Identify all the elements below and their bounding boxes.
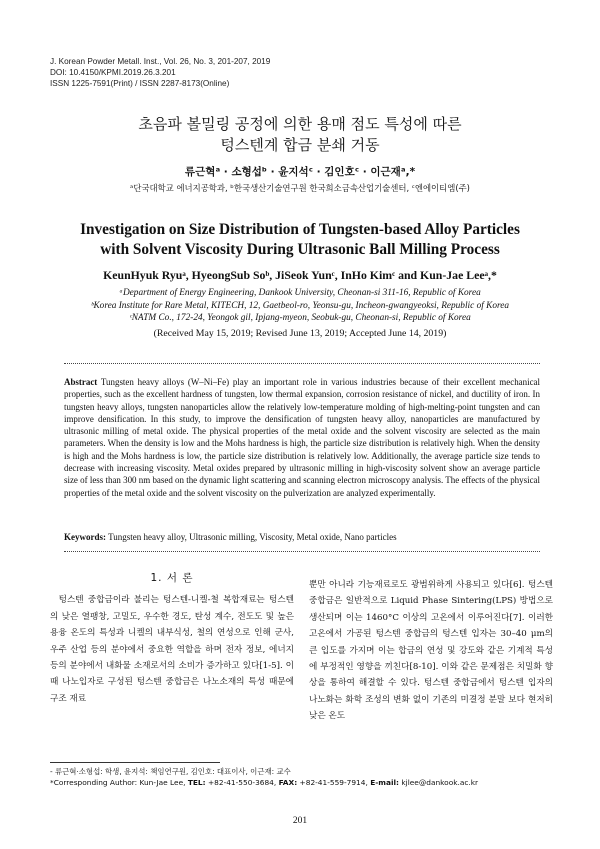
intro-paragraph-left: 텅스텐 중합금이라 불리는 텅스텐-니켈-철 복합재료는 텅스텐의 낮은 열팽창, 고밀도, 우수한 경도, 탄성 계수, 전도도 및 높은 용융 온도의 특성과 니켈의 내부식성, 철의 연성으로 인해 군사, 우주 산업 등의 분야에서 중요한 역할을 하며 전자 정보, 에너지 등의 분야에서 내화물 소재로서의 소비가 증가하고 있다[1-5]. 이때 나노입자로 구성된 텅스텐 중합금은 나노소재의 특성 때문에 구조 재료 xyxy=(50,595,294,704)
journal-issn: ISSN 1225-7591(Print) / ISSN 2287-8173(Online) xyxy=(50,79,230,88)
journal-doi: DOI: 10.4150/KPMI.2019.26.3.201 xyxy=(50,68,176,77)
email-address[interactable]: kjlee@dankook.ac.kr xyxy=(401,778,479,787)
tel-label: TEL: xyxy=(187,778,206,787)
english-authors: KeunHyuk Ryuᵃ, HyeongSub Soᵇ, JiSeok Yunᶜ, InHo Kimᶜ and Kun-Jae Leeᵃ,* xyxy=(103,268,497,282)
body-right-column xyxy=(309,577,553,725)
korean-title-line-1: 초음파 볼밀링 공정에 의한 용매 점도 특성에 따른 xyxy=(138,115,462,133)
affiliation-c: ᶜNATM Co., 172-24, Yeongok gil, Ipjang-myeon, Seobuk-gu, Cheonan-si, Republic of Korea xyxy=(129,313,471,323)
abstract-top-divider xyxy=(64,363,540,364)
abstract-label: Abstract xyxy=(64,377,98,387)
abstract xyxy=(64,376,540,499)
tel-number: +82-41-550-3684, xyxy=(207,778,277,787)
keywords xyxy=(64,532,540,542)
footnotes xyxy=(50,766,550,788)
section-heading-introduction: 1. 서 론 xyxy=(150,572,194,584)
fax-number: +82-41-559-7914, xyxy=(299,778,368,787)
footnote-corresponding-author xyxy=(50,777,550,788)
english-title-line-1: Investigation on Size Distribution of Tungsten-based Alloy Particles xyxy=(80,221,520,238)
intro-paragraph-right: 뿐만 아니라 기능재료로도 광범위하게 사용되고 있다[6]. 텅스텐 중합금은 일반적으로 Liquid Phase Sintering(LPS) 방법으로 생산되며 이는 1460°C 이상의 고온에서 이루어진다[7]. 이러한 고온에서 가공된 텅스텐 중합금의 텅스텐 입자는 30–40 μm의 큰 입도를 가지며 이는 합금의 연성 및 강도와 같은 기계적 특성에 부정적인 영향을 끼친다[8-10]. 이와 같은 문제점은 치밀화 향상을 통하여 해결할 수 있다. 텅스텐 중합금에서 텅스텐 입자의 나노화는 화학 조성의 변화 없이 기존의 미결정 분말 보다 현저히 낮은 온도 xyxy=(309,580,553,722)
page-number: 201 xyxy=(292,816,308,826)
affiliation-b: ᵇKorea Institute for Rare Metal, KITECH, 12, Gaetbeol-ro, Yeonsu-gu, Incheon-gwangyeoksi, Republic of Korea xyxy=(90,300,510,311)
keywords-label: Keywords: xyxy=(64,532,106,542)
korean-affiliations: ᵃ단국대학교 에너지공학과, ᵇ한국생산기술연구원 한국희소금속산업기술센터, ᶜ엔에이티엠(주) xyxy=(130,183,470,193)
email-label: E-mail: xyxy=(370,778,400,787)
corresponding-author-name: *Corresponding Author: Kun-Jae Lee, xyxy=(50,778,186,787)
journal-header xyxy=(50,56,270,89)
korean-authors: 류근혁ᵃ · 소형섭ᵇ · 윤지석ᶜ · 김인호ᶜ · 이근재ᵃ,* xyxy=(184,166,416,178)
received-dates: (Received May 15, 2019; Revised June 13, 2019; Accepted June 14, 2019) xyxy=(153,328,447,339)
affiliation-a: ᵃDepartment of Energy Engineering, Dankook University, Cheonan-si 311-16, Republic of Korea xyxy=(119,288,481,298)
korean-title xyxy=(0,114,600,156)
korean-title-line-2: 텅스텐계 합금 분쇄 거동 xyxy=(220,136,380,154)
abstract-text: Tungsten heavy alloys (W–Ni–Fe) play an important role in various industries because of their excellent mechanical properties, such as the excellent hardness of tungsten, low thermal expansion, corrosion resistance of nickel, and ductility of iron. In tungsten heavy alloys, tungsten nanoparticles allow the relatively low-temperature molding of high-melting-point tungsten and can improve densification. In this study, to improve the densification of tungsten heavy alloy, nanoparticles are manufactured by ultrasonic milling of metal oxide. The physical properties of the metal oxide and the solvent viscosity are selected as the main parameters. When the density is low and the Mohs hardness is high, the particle size distribution is relatively high. When the density is high and the Mohs hardness is low, the particle size distribution is relatively low. Additionally, the average particle size tends to decrease with increasing viscosity. Metal oxides prepared by ultrasonic milling in high-viscosity solvent show an average particle size of less than 300 nm based on the dynamic light scattering and scanning electron microscopy analysis. The effects of the physical properties of the metal oxide and the solvent viscosity on the pulverization are analyzed experimentally. xyxy=(64,377,540,498)
footnote-author-roles: - 류근혁·소형섭: 학생, 윤지석: 책임연구원, 김인호: 대표이사, 이근재: 교수 xyxy=(50,767,291,776)
keywords-text: Tungsten heavy alloy, Ultrasonic milling, Viscosity, Metal oxide, Nano particles xyxy=(108,532,397,542)
abstract-bottom-divider xyxy=(64,551,540,552)
journal-citation: J. Korean Powder Metall. Inst., Vol. 26, No. 3, 201-207, 2019 xyxy=(50,57,271,66)
fax-label: FAX: xyxy=(278,778,298,787)
english-affiliations xyxy=(0,287,600,325)
english-title xyxy=(0,220,600,260)
body-left-column xyxy=(50,570,294,707)
footnote-rule xyxy=(50,762,220,763)
english-title-line-2: with Solvent Viscosity During Ultrasonic Ball Milling Process xyxy=(100,241,500,258)
